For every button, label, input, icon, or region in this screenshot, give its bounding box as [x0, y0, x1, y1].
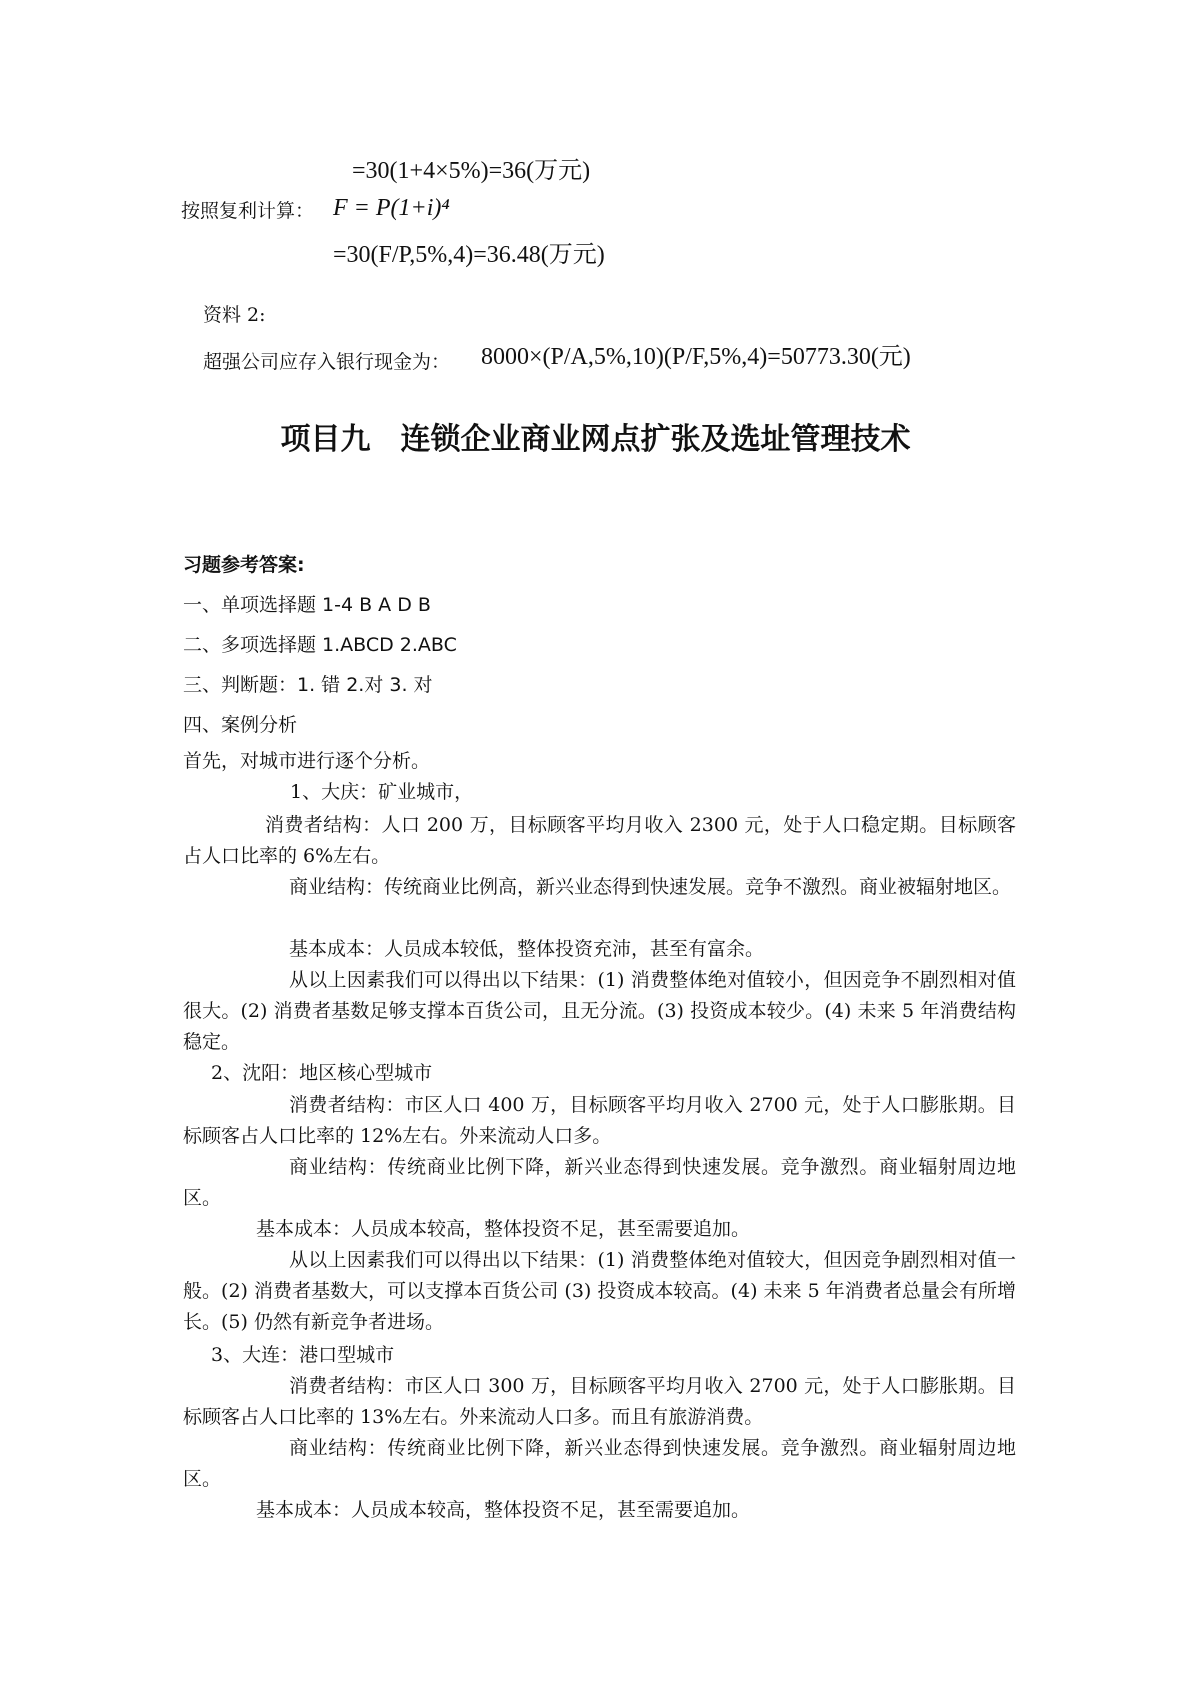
project-number: 项目九	[280, 422, 371, 457]
dalian-title: 3、大连：港口型城市	[211, 1344, 395, 1366]
dalian-consumer: 消费者结构：市区人口 300 万，目标顾客平均月收入 2700 元，处于人口膨胀期。目标顾客占人口比率的 13%左右。外来流动人口多。而且有旅游消费。	[183, 1375, 1016, 1428]
material-2-formula: 8000×(P/A,5%,10)(P/F,5%,4)=50773.30(元)	[481, 344, 911, 370]
project-title: 连锁企业商业网点扩张及选址管理技术	[400, 422, 911, 457]
daqing-title: 1、大庆：矿业城市，	[290, 781, 474, 803]
daqing-result: 从以上因素我们可以得出以下结果：(1) 消费整体绝对值较小，但因竞争不剧烈相对值很大。(2) 消费者基数足够支撑本百货公司，且无分流。(3) 投资成本较少。(4) 未来 5 年消费结构稳定。	[183, 969, 1016, 1053]
daqing-cost: 基本成本：人员成本较低，整体投资充沛，甚至有富余。	[289, 938, 765, 960]
material-2-label: 资料 2:	[203, 304, 266, 326]
case-analysis-heading: 四、案例分析	[183, 714, 298, 736]
material-2-text: 超强公司应存入银行现金为：	[203, 351, 451, 373]
compound-formula: F = P(1+i)⁴	[333, 195, 450, 221]
shenyang-business: 商业结构：传统商业比例下降，新兴业态得到快速发展。竞争激烈。商业辐射周边地区。	[183, 1156, 1016, 1209]
daqing-business: 商业结构：传统商业比例高，新兴业态得到快速发展。竞争不激烈。商业被辐射地区。	[289, 876, 1012, 898]
daqing-consumer: 消费者结构：人口 200 万，目标顾客平均月收入 2300 元，处于人口稳定期。目标顾客占人口比率的 6%左右。	[183, 814, 1016, 867]
shenyang-consumer: 消费者结构：市区人口 400 万，目标顾客平均月收入 2700 元，处于人口膨胀期。目标顾客占人口比率的 12%左右。外来流动人口多。	[183, 1094, 1016, 1147]
judgement-answers: 三、判断题：1. 错 2.对 3. 对	[183, 674, 433, 696]
shenyang-title: 2、沈阳：地区核心型城市	[211, 1062, 433, 1084]
compound-result: =30(F/P,5%,4)=36.48(万元)	[333, 242, 605, 268]
page-title	[0, 420, 1191, 460]
shenyang-cost: 基本成本：人员成本较高，整体投资不足，甚至需要追加。	[256, 1218, 751, 1240]
multi-choice-answers: 二、多项选择题 1.ABCD 2.ABC	[183, 634, 457, 656]
single-choice-answers: 一、单项选择题 1-4 B A D B	[183, 594, 431, 616]
dalian-business: 商业结构：传统商业比例下降，新兴业态得到快速发展。竞争激烈。商业辐射周边地区。	[183, 1437, 1016, 1490]
shenyang-result: 从以上因素我们可以得出以下结果：(1) 消费整体绝对值较大，但因竞争剧烈相对值一般。(2) 消费者基数大，可以支撑本百货公司 (3) 投资成本较高。(4) 未来 5 年消费者总量会有所增长。(5) 仍然有新竞争者进场。	[183, 1249, 1016, 1333]
intro-line: 首先，对城市进行逐个分析。	[183, 750, 431, 772]
dalian-cost: 基本成本：人员成本较高，整体投资不足，甚至需要追加。	[256, 1499, 751, 1521]
simple-interest-result: =30(1+4×5%)=36(万元)	[352, 158, 591, 184]
answers-header: 习题参考答案:	[183, 554, 305, 576]
compound-label: 按照复利计算：	[181, 200, 315, 222]
